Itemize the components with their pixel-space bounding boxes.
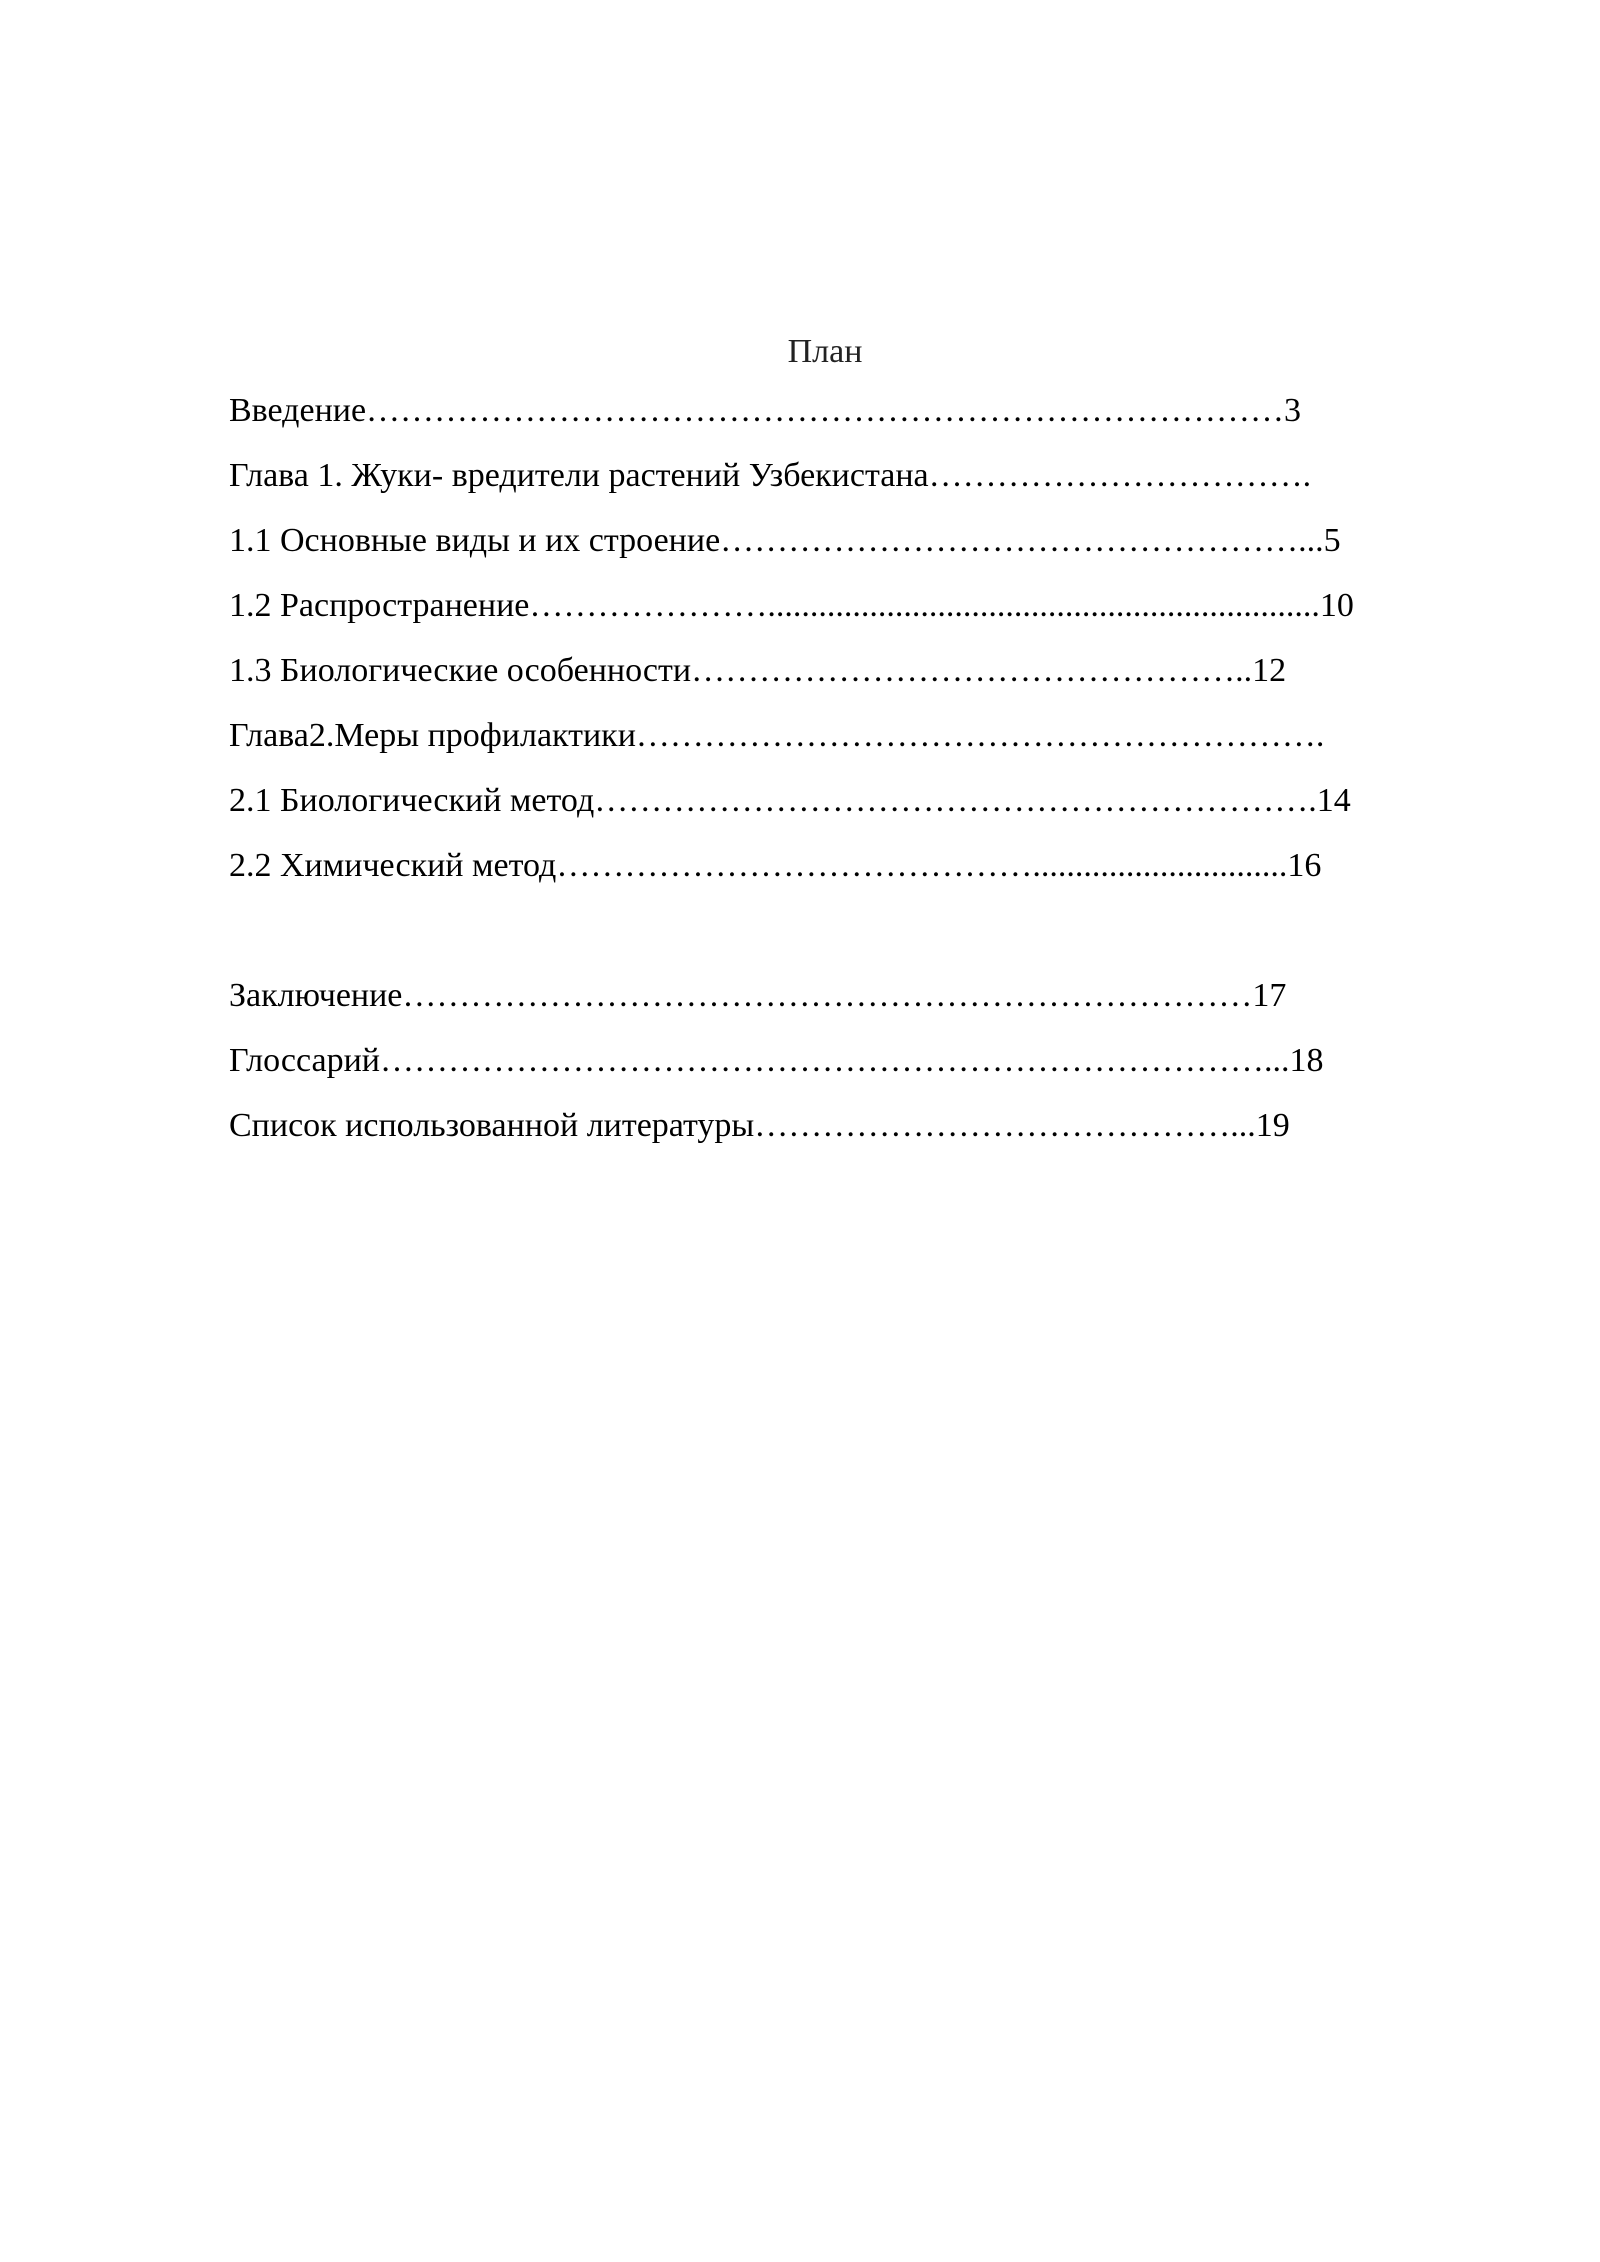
toc-entry-introduction: Введение………………………………………………………………………3 <box>229 392 1302 429</box>
toc-entry-section-1-2: 1.2 Распространение………………….................................................................10 <box>229 587 1354 624</box>
toc-entry-references: Список использованной литературы……………………………………...19 <box>229 1107 1290 1144</box>
toc-entry-section-1-1: 1.1 Основные виды и их строение……………………………………………...5 <box>229 522 1341 559</box>
table-of-contents <box>229 378 1354 1158</box>
toc-entry-chapter-1: Глава 1. Жуки- вредители растений Узбекистана……………………………. <box>229 457 1312 494</box>
toc-entry-conclusion: Заключение…………………………………………………………………17 <box>229 977 1287 1014</box>
toc-entry-section-1-3: 1.3 Биологические особенности…………………………………………..12 <box>229 652 1287 689</box>
toc-entry-section-2-2: 2.2 Химический метод……………………………………..............................16 <box>229 847 1322 884</box>
toc-entry-section-2-1: 2.1 Биологический метод……………………………………………………….14 <box>229 782 1351 819</box>
toc-entry-glossary: Глоссарий……………………………………………………………………...18 <box>229 1042 1324 1079</box>
page-title: План <box>787 333 863 370</box>
toc-entry-chapter-2: Глава2.Меры профилактики……………………………………………………. <box>229 717 1325 754</box>
